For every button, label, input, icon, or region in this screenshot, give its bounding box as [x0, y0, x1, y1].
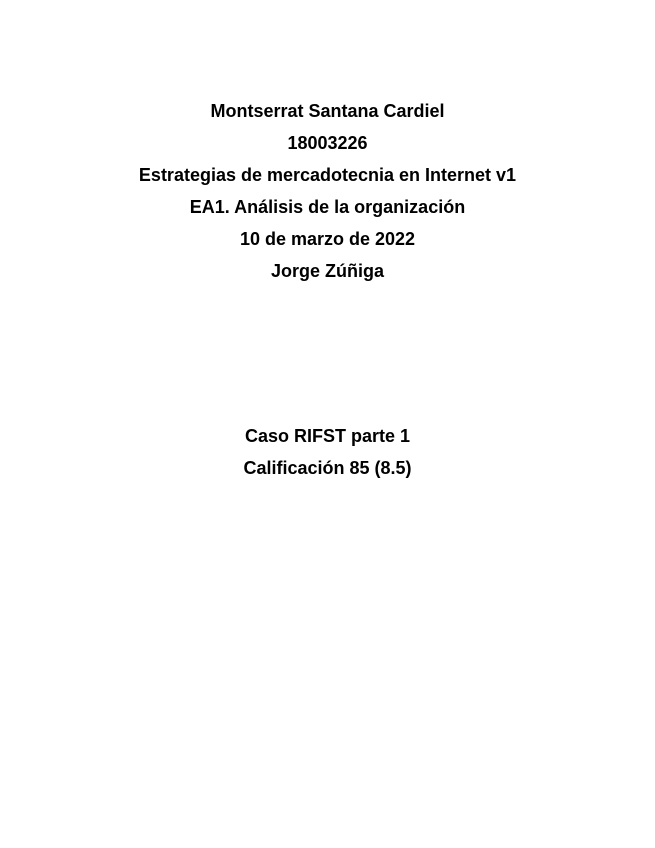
case-title: Caso RIFST parte 1 — [244, 426, 411, 446]
author-name: Montserrat Santana Cardiel — [210, 101, 445, 121]
course-name: Estrategias de mercadotecnia en Internet v1 — [138, 165, 517, 185]
grade-text: Calificación 85 (8.5) — [243, 458, 412, 478]
document-date: 10 de marzo de 2022 — [239, 229, 416, 249]
instructor-name: Jorge Zúñiga — [270, 261, 384, 281]
case-info — [0, 420, 655, 484]
cover-info — [0, 95, 655, 287]
student-id: 18003226 — [287, 133, 368, 153]
assignment-title: EA1. Análisis de la organización — [189, 197, 466, 217]
